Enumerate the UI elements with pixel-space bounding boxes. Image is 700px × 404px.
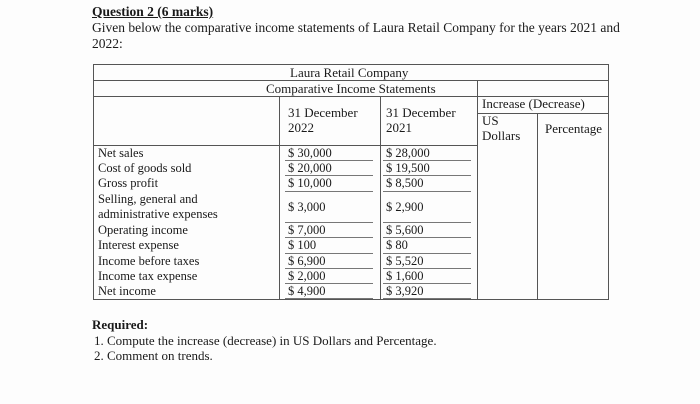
- company-name: Laura Retail Company: [290, 65, 409, 80]
- table-rule: [537, 113, 538, 299]
- value-underline: [383, 237, 471, 238]
- row-label-net-sales: Net sales: [98, 146, 144, 160]
- row-label-net-income: Net income: [98, 284, 156, 298]
- value-underline: [383, 298, 471, 299]
- value-underline: [383, 222, 471, 223]
- table-rule: [279, 96, 280, 299]
- col-2021-header-line2: 2021: [386, 120, 412, 135]
- value-2021-sga: $ 2,900: [386, 200, 424, 214]
- percentage-header: Percentage: [545, 121, 603, 136]
- row-label-gross-profit: Gross profit: [98, 176, 159, 190]
- row-label-interest-expense: Interest expense: [98, 238, 179, 252]
- col-2022-header-line2: 2022: [288, 120, 314, 135]
- row-label-sga-line2: administrative expenses: [98, 207, 218, 221]
- value-underline: [285, 222, 373, 223]
- table-rule: [477, 80, 478, 299]
- value-underline: [383, 253, 471, 254]
- required-heading: Required:: [92, 317, 149, 332]
- required-item-2: 2. Comment on trends.: [94, 348, 213, 363]
- us-dollars-header-line2: Dollars: [482, 128, 521, 143]
- required-item-1: 1. Compute the increase (decrease) in US Dollars and Percentage.: [94, 333, 437, 348]
- value-2021-income-tax-expense: $ 1,600: [386, 269, 424, 283]
- col-2021-header-line1: 31 December: [386, 105, 456, 120]
- row-label-income-before-taxes: Income before taxes: [98, 254, 200, 268]
- value-2022-sga: $ 3,000: [288, 200, 326, 214]
- value-underline: [285, 160, 373, 161]
- value-underline: [285, 268, 373, 269]
- row-label-operating-income: Operating income: [98, 223, 188, 237]
- value-underline: [285, 175, 373, 176]
- value-2022-interest-expense: $ 100: [288, 238, 317, 252]
- table-rule: [380, 96, 381, 299]
- value-underline: [285, 298, 373, 299]
- row-label-income-tax-expense: Income tax expense: [98, 269, 198, 283]
- increase-decrease-header: Increase (Decrease): [482, 96, 585, 111]
- value-2021-income-before-taxes: $ 5,520: [386, 254, 424, 268]
- value-underline: [285, 191, 373, 192]
- value-2021-cogs: $ 19,500: [386, 161, 430, 175]
- value-underline: [285, 237, 373, 238]
- value-2022-cogs: $ 20,000: [288, 161, 332, 175]
- value-underline: [383, 283, 471, 284]
- value-2022-income-tax-expense: $ 2,000: [288, 269, 326, 283]
- value-2022-net-sales: $ 30,000: [288, 146, 332, 160]
- value-2021-net-sales: $ 28,000: [386, 146, 430, 160]
- value-underline: [383, 175, 471, 176]
- value-2021-operating-income: $ 5,600: [386, 223, 424, 237]
- value-underline: [285, 253, 373, 254]
- value-underline: [383, 160, 471, 161]
- row-label-sga-line1: Selling, general and: [98, 192, 198, 206]
- value-2022-income-before-taxes: $ 6,900: [288, 254, 326, 268]
- value-2021-interest-expense: $ 80: [386, 238, 408, 252]
- value-underline: [285, 283, 373, 284]
- intro-line-2: 2022:: [92, 36, 123, 51]
- col-2022-header-line1: 31 December: [288, 105, 358, 120]
- value-2021-gross-profit: $ 8,500: [386, 176, 424, 190]
- intro-line-1: Given below the comparative income statements of Laura Retail Company for the years 2021 and: [92, 20, 620, 35]
- value-2021-net-income: $ 3,920: [386, 284, 424, 298]
- statement-title: Comparative Income Statements: [266, 81, 436, 96]
- value-underline: [383, 191, 471, 192]
- income-statement-table: [93, 64, 609, 300]
- value-underline: [383, 268, 471, 269]
- value-2022-operating-income: $ 7,000: [288, 223, 326, 237]
- question-intro: [92, 20, 622, 52]
- value-2022-net-income: $ 4,900: [288, 284, 326, 298]
- question-title: Question 2 (6 marks): [92, 4, 214, 19]
- row-label-cogs: Cost of goods sold: [98, 161, 192, 175]
- us-dollars-header-line1: US: [482, 113, 499, 128]
- value-2022-gross-profit: $ 10,000: [288, 176, 332, 190]
